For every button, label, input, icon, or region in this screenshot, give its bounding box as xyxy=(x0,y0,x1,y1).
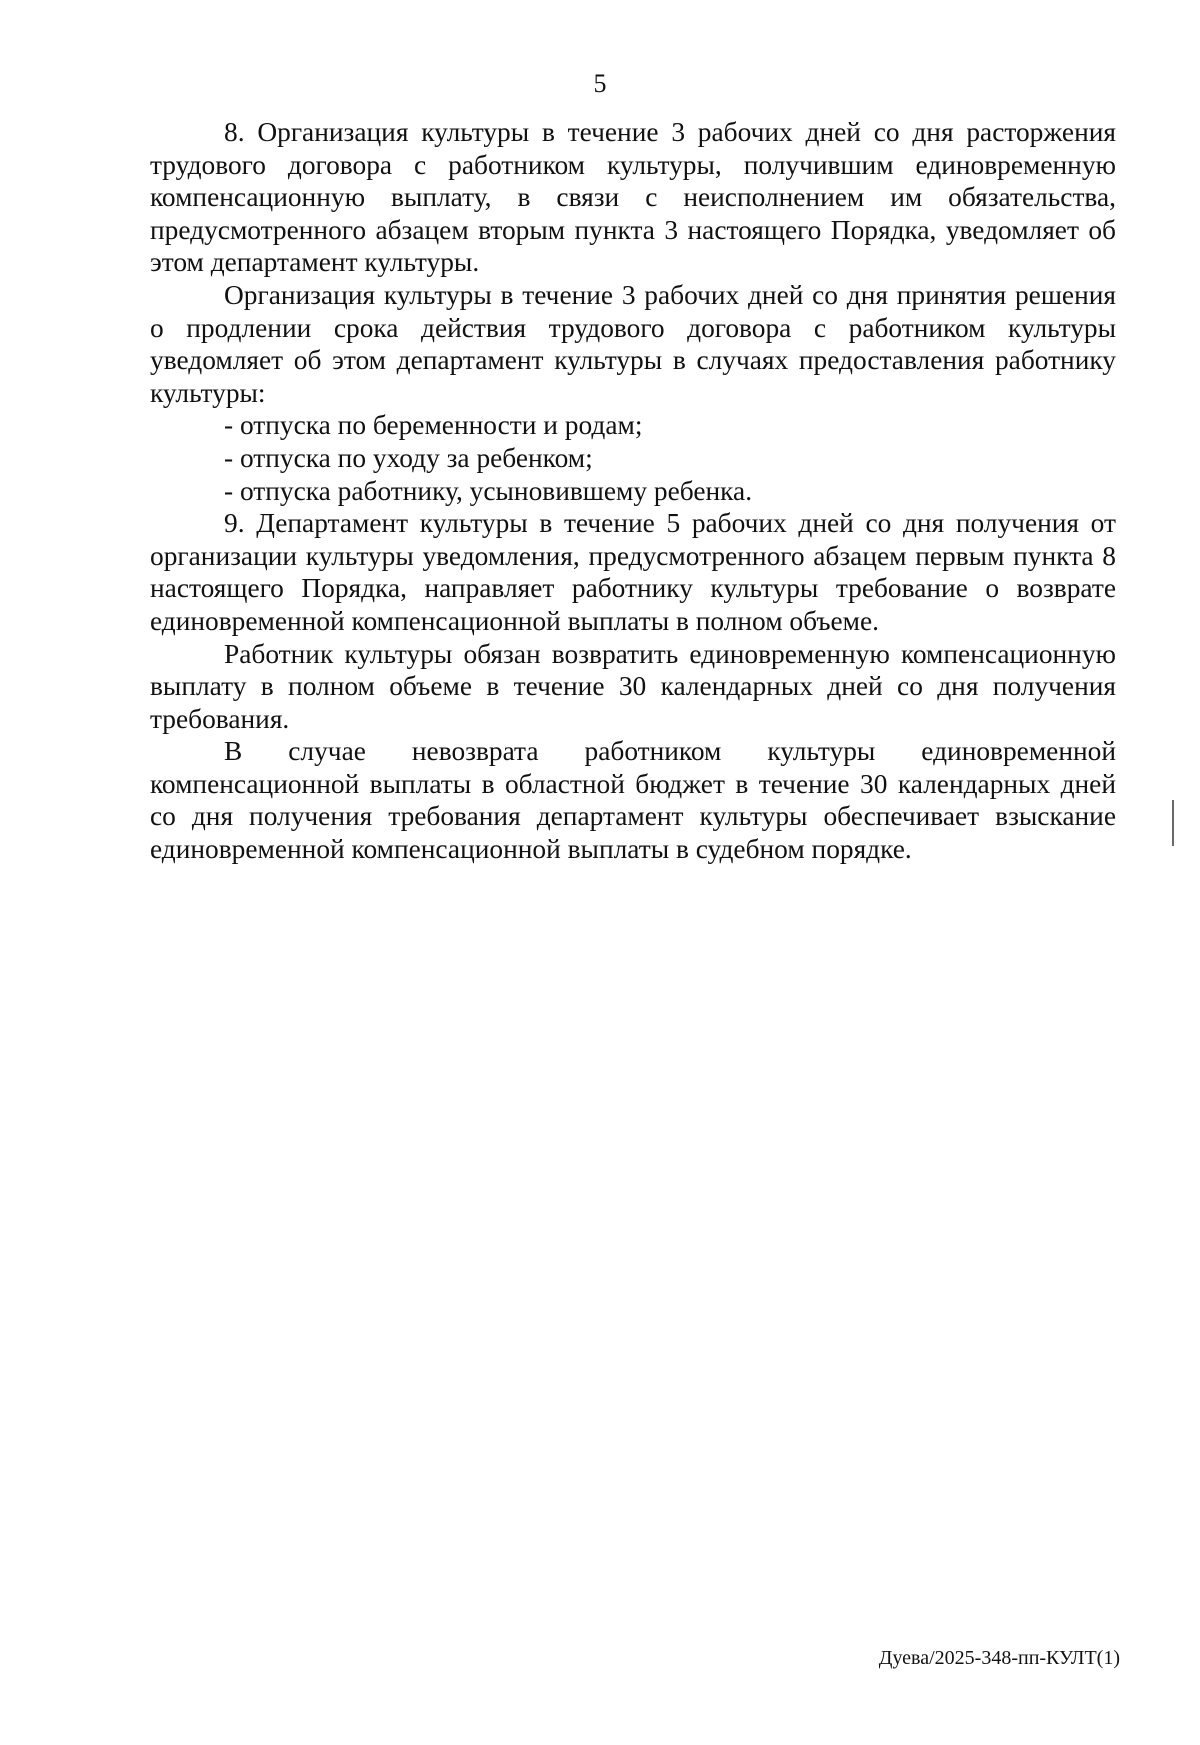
paragraph-8: 8. Организация культуры в течение 3 рабочих дней со дня расторжения трудового договора с работником культуры, получившим единовременную компенсационную выплату, в связи с неисполнением им обязательства, предусмотренного абзацем вторым пункта 3 настоящего Порядка, уведомляет об этом департамент культуры. xyxy=(150,117,1116,278)
margin-mark xyxy=(1172,800,1174,846)
paragraph-8-extension: Организация культуры в течение 3 рабочих дней со дня принятия решения о продлении срока действия трудового договора с работником культуры уведомляет об этом департамент культуры в случаях предоставления работнику культуры: xyxy=(150,279,1116,408)
list-item-childcare-leave: - отпуска по уходу за ребенком; xyxy=(224,442,593,473)
footer-document-code: Дуева/2025-348-пп-КУЛТ(1) xyxy=(878,1647,1120,1669)
list-item-maternity-leave: - отпуска по беременности и родам; xyxy=(224,410,643,441)
page-number: 5 xyxy=(593,69,607,98)
paragraph-9-recovery: В случае невозврата работником культуры единовременной компенсационной выплаты в областной бюджет в течение 30 календарных дней со дня получения требования департамент культуры обеспечивает взыскание единовременной компенсационной выплаты в судебном порядке. xyxy=(150,736,1116,865)
document-body xyxy=(150,116,1116,866)
paragraph-9-obligation: Работник культуры обязан возвратить единовременную компенсационную выплату в полном объеме в течение 30 календарных дней со дня получения требования. xyxy=(150,638,1116,734)
list-item-adoption-leave: - отпуска работнику, усыновившему ребенка. xyxy=(224,475,753,506)
paragraph-9: 9. Департамент культуры в течение 5 рабочих дней со дня получения от организации культуры уведомления, предусмотренного абзацем первым пункта 8 настоящего Порядка, направляет работнику культуры требование о возврате единовременной компенсационной выплаты в полном объеме. xyxy=(150,508,1116,636)
